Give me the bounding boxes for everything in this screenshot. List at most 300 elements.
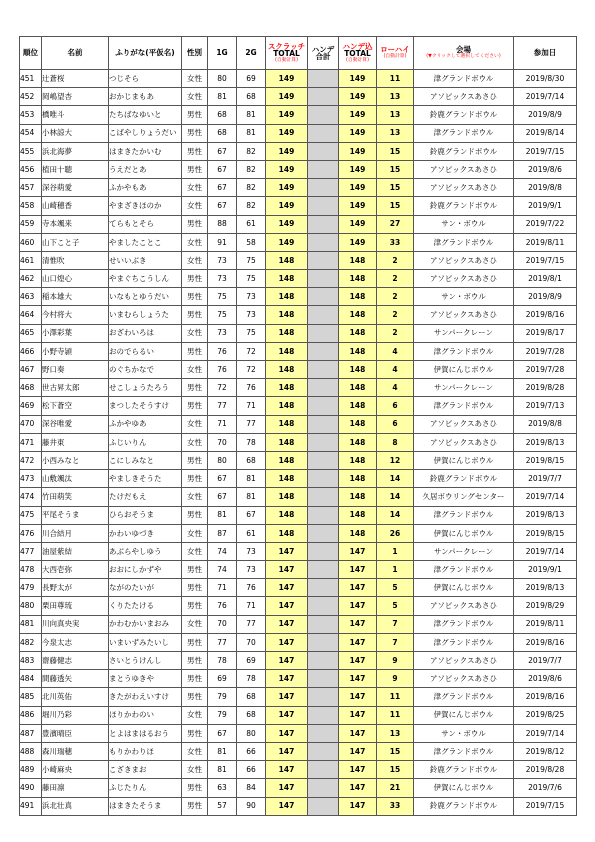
lowhigh-cell: 15 [377,179,414,197]
rank-cell: 471 [20,433,42,451]
handicap-cell[interactable] [308,233,339,251]
venue-select[interactable]: 津グランドボウル [414,561,514,579]
header-handicap [308,37,339,70]
venue-select[interactable]: 津グランドボウル [414,70,514,88]
scratch-total-cell: 148 [266,415,308,433]
rank-cell: 480 [20,597,42,615]
lowhigh-cell: 14 [377,488,414,506]
handicap-cell[interactable] [308,215,339,233]
name-cell: 平尾そうま [42,506,109,524]
handicap-cell[interactable] [308,706,339,724]
game2-cell: 61 [237,215,266,233]
name-cell: 小野寺頴 [42,342,109,360]
handicap-cell[interactable] [308,361,339,379]
handicap-cell[interactable] [308,70,339,88]
handicap-total-cell: 149 [339,142,377,160]
venue-select[interactable]: アソビックスあさひ [414,251,514,269]
venue-select[interactable]: 津グランドボウル [414,397,514,415]
lowhigh-cell: 2 [377,306,414,324]
lowhigh-cell: 15 [377,142,414,160]
handicap-cell[interactable] [308,470,339,488]
scratch-total-cell: 147 [266,652,308,670]
handicap-cell[interactable] [308,397,339,415]
name-cell: 齋藤健志 [42,652,109,670]
table-row [20,451,577,469]
sex-cell: 男性 [182,670,208,688]
handicap-cell[interactable] [308,524,339,542]
lowhigh-cell: 5 [377,597,414,615]
game1-cell: 70 [208,615,237,633]
venue-select[interactable]: アソビックスあさひ [414,179,514,197]
venue-select[interactable]: 津グランドボウル [414,233,514,251]
date-cell: 2019/8/16 [514,688,577,706]
lowhigh-cell: 26 [377,524,414,542]
name-cell: 今泉太志 [42,633,109,651]
table-row [20,124,577,142]
game2-cell: 68 [237,688,266,706]
header-row [20,37,577,70]
handicap-total-cell: 148 [339,397,377,415]
lowhigh-cell: 13 [377,88,414,106]
name-cell: 寺本颯来 [42,215,109,233]
name-cell: 川合結月 [42,524,109,542]
venue-select[interactable]: アソビックスあさひ [414,597,514,615]
date-cell: 2019/8/6 [514,160,577,178]
venue-select[interactable]: 久居ボウリングセンター [414,488,514,506]
rank-cell: 459 [20,215,42,233]
table-row [20,306,577,324]
handicap-cell[interactable] [308,633,339,651]
venue-select[interactable]: サン・ボウル [414,215,514,233]
lowhigh-cell: 27 [377,215,414,233]
table-row [20,397,577,415]
scratch-total-cell: 147 [266,797,308,815]
name-cell: 今村将大 [42,306,109,324]
handicap-cell[interactable] [308,488,339,506]
date-cell: 2019/8/13 [514,506,577,524]
handicap-cell[interactable] [308,142,339,160]
handicap-cell[interactable] [308,160,339,178]
handicap-total-cell: 149 [339,70,377,88]
venue-select[interactable]: サンパークレーン [414,379,514,397]
kana-cell: くりたたける [109,597,182,615]
name-cell: 長野太が [42,579,109,597]
date-cell: 2019/7/14 [514,724,577,742]
game1-cell: 67 [208,197,237,215]
game1-cell: 80 [208,70,237,88]
game1-cell: 67 [208,142,237,160]
header-handicap-total [339,37,377,70]
scratch-total-cell: 147 [266,670,308,688]
sex-cell: 女性 [182,233,208,251]
sex-cell: 女性 [182,433,208,451]
game1-cell: 69 [208,670,237,688]
lowhigh-cell: 33 [377,233,414,251]
venue-select[interactable]: 伊賀にんじボウル [414,451,514,469]
lowhigh-cell: 7 [377,615,414,633]
date-cell: 2019/7/7 [514,470,577,488]
handicap-total-cell: 149 [339,197,377,215]
rank-cell: 478 [20,561,42,579]
venue-select[interactable]: 津グランドボウル [414,506,514,524]
handicap-cell[interactable] [308,288,339,306]
venue-select[interactable]: 鈴鹿グランドボウル [414,797,514,815]
venue-select[interactable]: アソビックスあさひ [414,88,514,106]
rank-cell: 479 [20,579,42,597]
scratch-total-cell: 148 [266,251,308,269]
lowhigh-cell: 15 [377,197,414,215]
handicap-total-cell: 148 [339,324,377,342]
venue-select[interactable]: 鈴鹿グランドボウル [414,470,514,488]
venue-select[interactable]: 津グランドボウル [414,688,514,706]
rank-cell: 453 [20,106,42,124]
handicap-cell[interactable] [308,379,339,397]
name-cell: 油屋紫結 [42,542,109,560]
kana-cell: かわいゆづき [109,524,182,542]
handicap-cell[interactable] [308,761,339,779]
name-cell: 北川英佑 [42,688,109,706]
game2-cell: 68 [237,706,266,724]
venue-select[interactable]: 鈴鹿グランドボウル [414,106,514,124]
rank-cell: 466 [20,342,42,360]
handicap-total-cell: 148 [339,451,377,469]
scratch-total-cell: 147 [266,779,308,797]
venue-select[interactable]: サン・ボウル [414,724,514,742]
rank-cell: 465 [20,324,42,342]
sex-cell: 男性 [182,379,208,397]
handicap-cell[interactable] [308,579,339,597]
table-row [20,561,577,579]
handicap-cell[interactable] [308,542,339,560]
handicap-total-cell: 149 [339,160,377,178]
handicap-cell[interactable] [308,688,339,706]
venue-select[interactable]: 伊賀にんじボウル [414,706,514,724]
game2-cell: 68 [237,88,266,106]
lowhigh-cell: 14 [377,506,414,524]
kana-cell: まとうゆきや [109,670,182,688]
venue-select[interactable]: 鈴鹿グランドボウル [414,197,514,215]
rank-cell: 451 [20,70,42,88]
scratch-total-cell: 149 [266,142,308,160]
handicap-cell[interactable] [308,124,339,142]
handicap-cell[interactable] [308,615,339,633]
table-row [20,542,577,560]
sex-cell: 男性 [182,579,208,597]
kana-cell: ふじいりん [109,433,182,451]
scratch-total-cell: 148 [266,488,308,506]
handicap-cell[interactable] [308,724,339,742]
scratch-total-cell: 147 [266,706,308,724]
date-cell: 2019/7/14 [514,88,577,106]
handicap-cell[interactable] [308,451,339,469]
header-g2: 2G [237,37,266,70]
scratch-total-cell: 148 [266,324,308,342]
game2-cell: 66 [237,761,266,779]
rank-cell: 489 [20,761,42,779]
name-cell: 松下蒼空 [42,397,109,415]
handicap-cell[interactable] [308,561,339,579]
lowhigh-cell: 5 [377,579,414,597]
table-row [20,488,577,506]
game2-cell: 58 [237,233,266,251]
game2-cell: 81 [237,470,266,488]
game2-cell: 71 [237,597,266,615]
handicap-total-cell: 147 [339,579,377,597]
handicap-total-cell: 147 [339,761,377,779]
rank-cell: 490 [20,779,42,797]
handicap-cell[interactable] [308,270,339,288]
name-cell: 浜北壮真 [42,797,109,815]
lowhigh-cell: 14 [377,470,414,488]
venue-select[interactable]: 津グランドボウル [414,633,514,651]
rank-cell: 455 [20,142,42,160]
game2-cell: 69 [237,652,266,670]
name-cell: 山口煌心 [42,270,109,288]
venue-select[interactable]: 鈴鹿グランドボウル [414,142,514,160]
venue-select[interactable]: 津グランドボウル [414,742,514,760]
table-row [20,761,577,779]
scratch-total-cell: 148 [266,433,308,451]
handicap-total-cell: 148 [339,506,377,524]
header-handicap-l1: ハンデ [311,44,335,54]
handicap-cell[interactable] [308,88,339,106]
table-row [20,724,577,742]
table-row [20,70,577,88]
game2-cell: 71 [237,397,266,415]
table-row [20,415,577,433]
handicap-total-cell: 147 [339,597,377,615]
scratch-total-cell: 148 [266,288,308,306]
handicap-cell[interactable] [308,779,339,797]
sex-cell: 女性 [182,542,208,560]
handicap-cell[interactable] [308,106,339,124]
handicap-cell[interactable] [308,415,339,433]
name-cell: 藤田凛 [42,779,109,797]
game2-cell: 72 [237,361,266,379]
table-row [20,470,577,488]
name-cell: 橋唯斗 [42,106,109,124]
rank-cell: 463 [20,288,42,306]
game2-cell: 68 [237,451,266,469]
name-cell: 藤井東 [42,433,109,451]
scratch-total-cell: 147 [266,742,308,760]
date-cell: 2019/7/15 [514,251,577,269]
handicap-cell[interactable] [308,742,339,760]
game1-cell: 67 [208,179,237,197]
game1-cell: 72 [208,379,237,397]
kana-cell: いまいずみたいし [109,633,182,651]
handicap-cell[interactable] [308,652,339,670]
handicap-cell[interactable] [308,506,339,524]
sex-cell: 男性 [182,633,208,651]
kana-cell: ふじたりん [109,779,182,797]
lowhigh-cell: 4 [377,361,414,379]
venue-select[interactable]: アソビックスあさひ [414,415,514,433]
venue-select[interactable]: 津グランドボウル [414,124,514,142]
handicap-cell[interactable] [308,324,339,342]
handicap-cell[interactable] [308,597,339,615]
game2-cell: 78 [237,433,266,451]
scratch-total-cell: 149 [266,197,308,215]
date-cell: 2019/8/6 [514,670,577,688]
header-venue [414,37,514,70]
kana-cell: ほりかわのい [109,706,182,724]
handicap-total-cell: 147 [339,797,377,815]
venue-select[interactable]: サン・ボウル [414,288,514,306]
venue-select[interactable]: サンパークレーン [414,324,514,342]
lowhigh-cell: 12 [377,451,414,469]
game1-cell: 77 [208,397,237,415]
date-cell: 2019/7/14 [514,488,577,506]
game2-cell: 75 [237,270,266,288]
game1-cell: 71 [208,415,237,433]
date-cell: 2019/8/8 [514,179,577,197]
score-table [19,36,577,816]
venue-select[interactable]: アソビックスあさひ [414,270,514,288]
kana-cell: おかじまもあ [109,88,182,106]
sex-cell: 男性 [182,288,208,306]
kana-cell: かわむかいまおみ [109,615,182,633]
handicap-cell[interactable] [308,179,339,197]
handicap-cell[interactable] [308,797,339,815]
kana-cell: やましたことこ [109,233,182,251]
venue-select[interactable]: 伊賀にんじボウル [414,361,514,379]
handicap-cell[interactable] [308,306,339,324]
rank-cell: 452 [20,88,42,106]
header-lowhigh [377,37,414,70]
game1-cell: 77 [208,633,237,651]
game2-cell: 77 [237,415,266,433]
handicap-total-cell: 148 [339,379,377,397]
venue-select[interactable]: サンパークレーン [414,542,514,560]
scratch-total-cell: 149 [266,88,308,106]
scratch-total-cell: 147 [266,561,308,579]
lowhigh-cell: 2 [377,251,414,269]
header-scratch-note: (自動計算) [275,57,298,63]
kana-cell: ふかやゆあ [109,415,182,433]
venue-select[interactable]: アソビックスあさひ [414,433,514,451]
handicap-total-cell: 148 [339,361,377,379]
date-cell: 2019/8/30 [514,70,577,88]
venue-select[interactable]: アソビックスあさひ [414,652,514,670]
date-cell: 2019/7/13 [514,397,577,415]
handicap-cell[interactable] [308,670,339,688]
venue-select[interactable]: 鈴鹿グランドボウル [414,761,514,779]
game1-cell: 76 [208,342,237,360]
handicap-cell[interactable] [308,342,339,360]
game1-cell: 67 [208,724,237,742]
lowhigh-cell: 11 [377,70,414,88]
name-cell: 森川瑞穂 [42,742,109,760]
game1-cell: 74 [208,542,237,560]
date-cell: 2019/7/15 [514,142,577,160]
sex-cell: 男性 [182,470,208,488]
venue-select[interactable]: アソビックスあさひ [414,306,514,324]
game2-cell: 73 [237,306,266,324]
kana-cell: あぶらやしゆう [109,542,182,560]
kana-cell: やまざきほのか [109,197,182,215]
lowhigh-cell: 33 [377,797,414,815]
venue-select[interactable]: アソビックスあさひ [414,160,514,178]
name-cell: 小澤彩葉 [42,324,109,342]
scratch-total-cell: 149 [266,160,308,178]
rank-cell: 458 [20,197,42,215]
table-row [20,288,577,306]
name-cell: 世古昇太郎 [42,379,109,397]
handicap-total-cell: 148 [339,433,377,451]
handicap-total-cell: 148 [339,524,377,542]
handicap-total-cell: 148 [339,251,377,269]
table-row [20,779,577,797]
handicap-cell[interactable] [308,197,339,215]
lowhigh-cell: 4 [377,342,414,360]
sex-cell: 女性 [182,197,208,215]
rank-cell: 484 [20,670,42,688]
handicap-total-cell: 148 [339,270,377,288]
table-row [20,688,577,706]
handicap-total-cell: 147 [339,779,377,797]
game1-cell: 73 [208,324,237,342]
venue-select[interactable]: 伊賀にんじボウル [414,524,514,542]
game2-cell: 81 [237,124,266,142]
header-date: 参加日 [514,37,577,70]
sex-cell: 男性 [182,342,208,360]
name-cell: 小崎麻央 [42,761,109,779]
lowhigh-cell: 13 [377,724,414,742]
game2-cell: 76 [237,379,266,397]
sex-cell: 女性 [182,615,208,633]
game2-cell: 76 [237,579,266,597]
scratch-total-cell: 147 [266,597,308,615]
date-cell: 2019/7/22 [514,215,577,233]
handicap-total-cell: 149 [339,106,377,124]
rank-cell: 472 [20,451,42,469]
name-cell: 大西壱弥 [42,561,109,579]
venue-select[interactable]: 津グランドボウル [414,615,514,633]
kana-cell: ふかやもあ [109,179,182,197]
lowhigh-cell: 15 [377,742,414,760]
game1-cell: 68 [208,124,237,142]
rank-cell: 491 [20,797,42,815]
sex-cell: 男性 [182,215,208,233]
table-row [20,361,577,379]
scratch-total-cell: 148 [266,397,308,415]
scratch-total-cell: 148 [266,361,308,379]
venue-select[interactable]: 伊賀にんじボウル [414,579,514,597]
table-row [20,215,577,233]
rank-cell: 469 [20,397,42,415]
kana-cell: うえだとあ [109,160,182,178]
table-row [20,742,577,760]
table-row [20,706,577,724]
game2-cell: 82 [237,142,266,160]
sex-cell: 男性 [182,306,208,324]
lowhigh-cell: 2 [377,288,414,306]
table-row [20,142,577,160]
venue-select[interactable]: 津グランドボウル [414,342,514,360]
game2-cell: 81 [237,106,266,124]
venue-select[interactable]: アソビックスあさひ [414,670,514,688]
handicap-cell[interactable] [308,433,339,451]
venue-select[interactable]: 伊賀にんじボウル [414,779,514,797]
handicap-total-cell: 147 [339,633,377,651]
scratch-total-cell: 148 [266,470,308,488]
handicap-cell[interactable] [308,251,339,269]
sex-cell: 男性 [182,561,208,579]
game1-cell: 70 [208,433,237,451]
date-cell: 2019/8/28 [514,761,577,779]
handicap-total-cell: 149 [339,233,377,251]
